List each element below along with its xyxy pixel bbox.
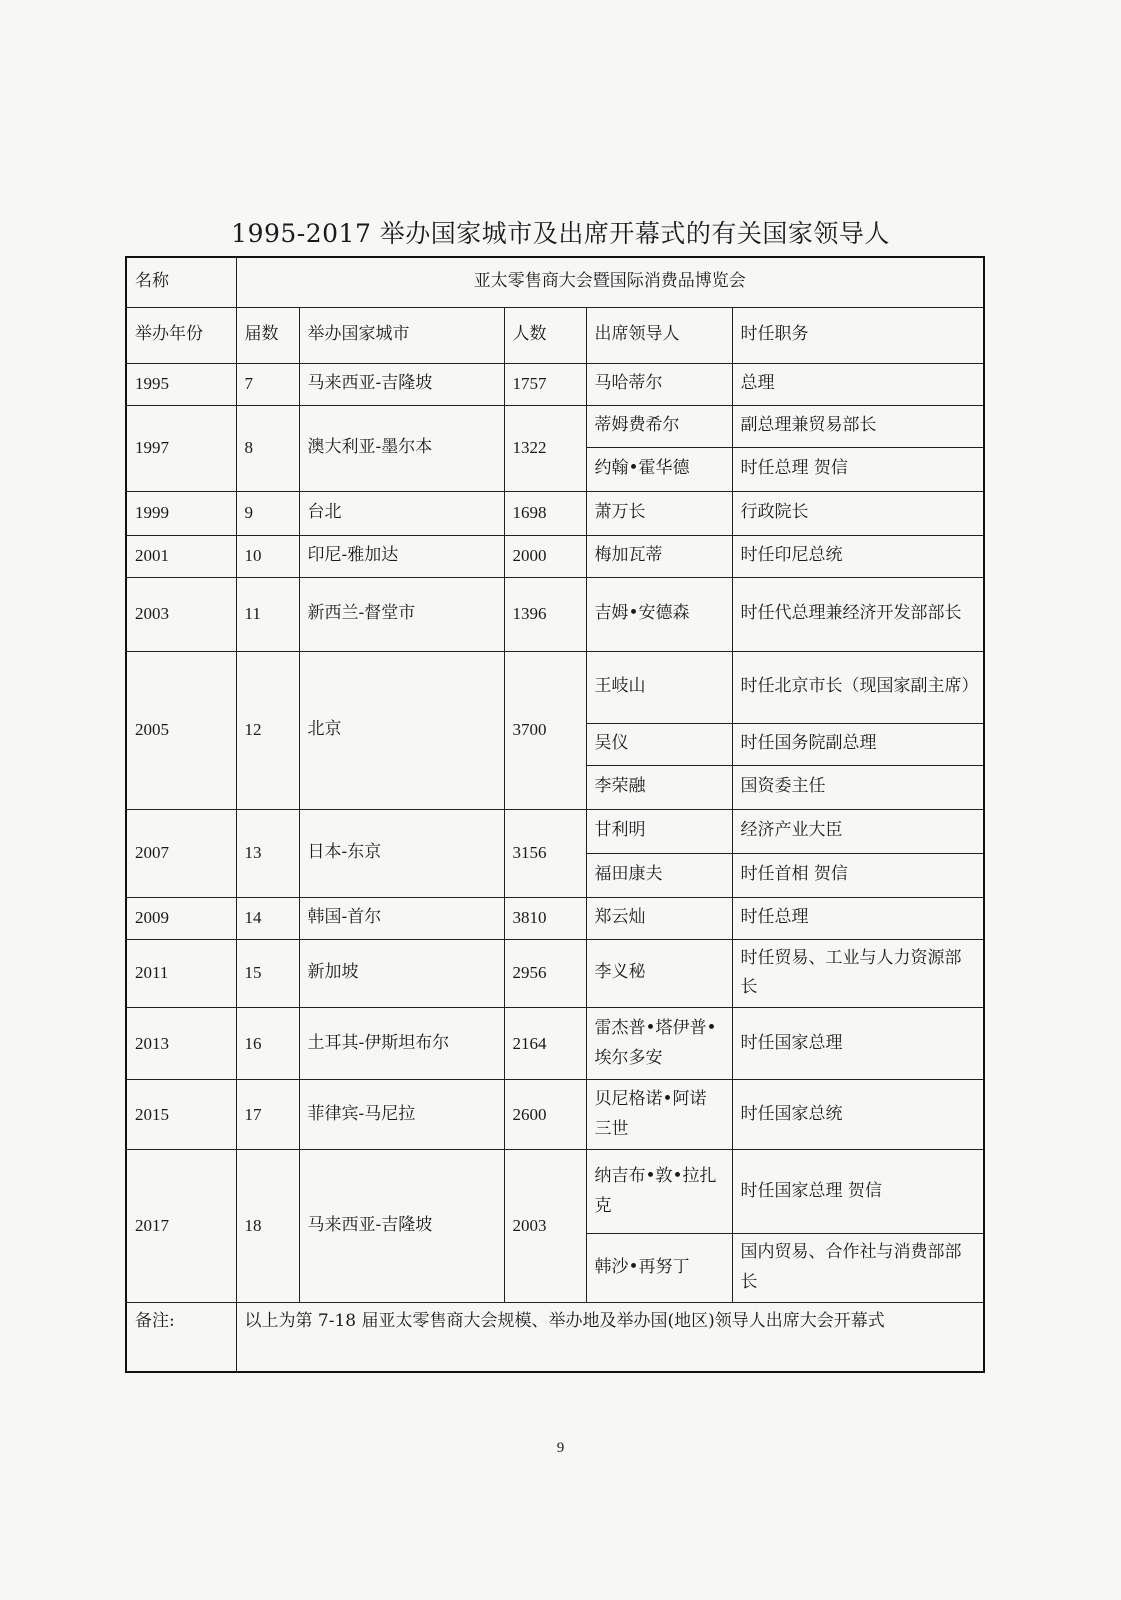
year-cell: 2017 (126, 1150, 236, 1303)
session-cell: 14 (236, 897, 299, 939)
leader-cell: 约翰•霍华德 (586, 447, 732, 491)
leader-cell: 福田康夫 (586, 853, 732, 897)
header-city: 举办国家城市 (299, 307, 504, 363)
city-cell: 台北 (299, 491, 504, 535)
remark-label: 备注: (126, 1302, 236, 1372)
session-cell: 10 (236, 535, 299, 577)
position-cell: 经济产业大臣 (732, 809, 984, 853)
count-cell: 3810 (504, 897, 586, 939)
leader-cell: 吉姆•安德森 (586, 577, 732, 651)
header-position: 时任职务 (732, 307, 984, 363)
table-row (126, 363, 984, 405)
year-cell: 2009 (126, 897, 236, 939)
city-cell: 马来西亚-吉隆坡 (299, 363, 504, 405)
city-cell: 新西兰-督堂市 (299, 577, 504, 651)
year-cell: 2003 (126, 577, 236, 651)
count-cell: 2000 (504, 535, 586, 577)
leader-cell: 郑云灿 (586, 897, 732, 939)
position-cell: 时任国务院副总理 (732, 723, 984, 765)
table-row (126, 535, 984, 577)
year-cell: 2011 (126, 939, 236, 1008)
session-cell: 16 (236, 1008, 299, 1080)
table-row (126, 491, 984, 535)
leader-cell: 韩沙•再努丁 (586, 1234, 732, 1303)
position-cell: 时任首相 贺信 (732, 853, 984, 897)
table-row (126, 577, 984, 651)
year-cell: 1995 (126, 363, 236, 405)
count-cell: 1757 (504, 363, 586, 405)
year-cell: 2001 (126, 535, 236, 577)
table-row (126, 1080, 984, 1150)
leader-cell: 吴仪 (586, 723, 732, 765)
leader-cell: 王岐山 (586, 651, 732, 723)
session-cell: 17 (236, 1080, 299, 1150)
position-cell: 行政院长 (732, 491, 984, 535)
remark-row (126, 1302, 984, 1372)
document-title: 1995-2017 举办国家城市及出席开幕式的有关国家领导人 (231, 219, 890, 248)
session-cell: 9 (236, 491, 299, 535)
leader-cell: 李义秘 (586, 939, 732, 1008)
position-cell: 时任国家总理 贺信 (732, 1150, 984, 1234)
position-cell: 时任国家总统 (732, 1080, 984, 1150)
session-cell: 15 (236, 939, 299, 1008)
count-cell: 1396 (504, 577, 586, 651)
year-cell: 2005 (126, 651, 236, 809)
leader-cell: 萧万长 (586, 491, 732, 535)
position-cell: 时任印尼总统 (732, 535, 984, 577)
position-cell: 副总理兼贸易部长 (732, 405, 984, 447)
city-cell: 北京 (299, 651, 504, 809)
position-cell: 时任总理 (732, 897, 984, 939)
leader-cell: 甘利明 (586, 809, 732, 853)
city-cell: 印尼-雅加达 (299, 535, 504, 577)
city-cell: 马来西亚-吉隆坡 (299, 1150, 504, 1303)
table-row (126, 897, 984, 939)
year-cell: 1997 (126, 405, 236, 491)
leader-cell: 李荣融 (586, 765, 732, 809)
city-cell: 韩国-首尔 (299, 897, 504, 939)
table-row (126, 809, 984, 853)
table-row (126, 1150, 984, 1234)
session-cell: 11 (236, 577, 299, 651)
name-label: 名称 (126, 257, 236, 307)
count-cell: 2956 (504, 939, 586, 1008)
session-cell: 18 (236, 1150, 299, 1303)
header-count: 人数 (504, 307, 586, 363)
table-row (126, 405, 984, 447)
session-cell: 12 (236, 651, 299, 809)
header-leader: 出席领导人 (586, 307, 732, 363)
count-cell: 1698 (504, 491, 586, 535)
count-cell: 2600 (504, 1080, 586, 1150)
session-cell: 7 (236, 363, 299, 405)
position-cell: 国内贸易、合作社与消费部部长 (732, 1234, 984, 1303)
city-cell: 菲律宾-马尼拉 (299, 1080, 504, 1150)
count-cell: 1322 (504, 405, 586, 491)
page-number: 9 (556, 1440, 565, 1456)
header-year: 举办年份 (126, 307, 236, 363)
count-cell: 3156 (504, 809, 586, 897)
leader-cell: 蒂姆费希尔 (586, 405, 732, 447)
position-cell: 时任贸易、工业与人力资源部长 (732, 939, 984, 1008)
header-session: 届数 (236, 307, 299, 363)
position-cell: 时任总理 贺信 (732, 447, 984, 491)
count-cell: 3700 (504, 651, 586, 809)
session-cell: 13 (236, 809, 299, 897)
city-cell: 土耳其-伊斯坦布尔 (299, 1008, 504, 1080)
position-cell: 时任北京市长（现国家副主席） (732, 651, 984, 723)
leader-cell: 雷杰普•塔伊普•埃尔多安 (586, 1008, 732, 1080)
remark-text: 以上为第 7-18 届亚太零售商大会规模、举办地及举办国(地区)领导人出席大会开幕式 (236, 1302, 984, 1372)
name-value: 亚太零售商大会暨国际消费品博览会 (236, 257, 984, 307)
session-cell: 8 (236, 405, 299, 491)
position-cell: 时任国家总理 (732, 1008, 984, 1080)
city-cell: 日本-东京 (299, 809, 504, 897)
events-table (125, 256, 985, 1373)
table-row (126, 651, 984, 723)
city-cell: 新加坡 (299, 939, 504, 1008)
city-cell: 澳大利亚-墨尔本 (299, 405, 504, 491)
year-cell: 2013 (126, 1008, 236, 1080)
position-cell: 总理 (732, 363, 984, 405)
leader-cell: 贝尼格诺•阿诺三世 (586, 1080, 732, 1150)
position-cell: 国资委主任 (732, 765, 984, 809)
year-cell: 2007 (126, 809, 236, 897)
header-row (126, 307, 984, 363)
table-row (126, 1008, 984, 1080)
year-cell: 1999 (126, 491, 236, 535)
year-cell: 2015 (126, 1080, 236, 1150)
name-row (126, 257, 984, 307)
leader-cell: 纳吉布•敦•拉扎克 (586, 1150, 732, 1234)
count-cell: 2164 (504, 1008, 586, 1080)
position-cell: 时任代总理兼经济开发部部长 (732, 577, 984, 651)
leader-cell: 梅加瓦蒂 (586, 535, 732, 577)
leader-cell: 马哈蒂尔 (586, 363, 732, 405)
table-row (126, 939, 984, 1008)
count-cell: 2003 (504, 1150, 586, 1303)
